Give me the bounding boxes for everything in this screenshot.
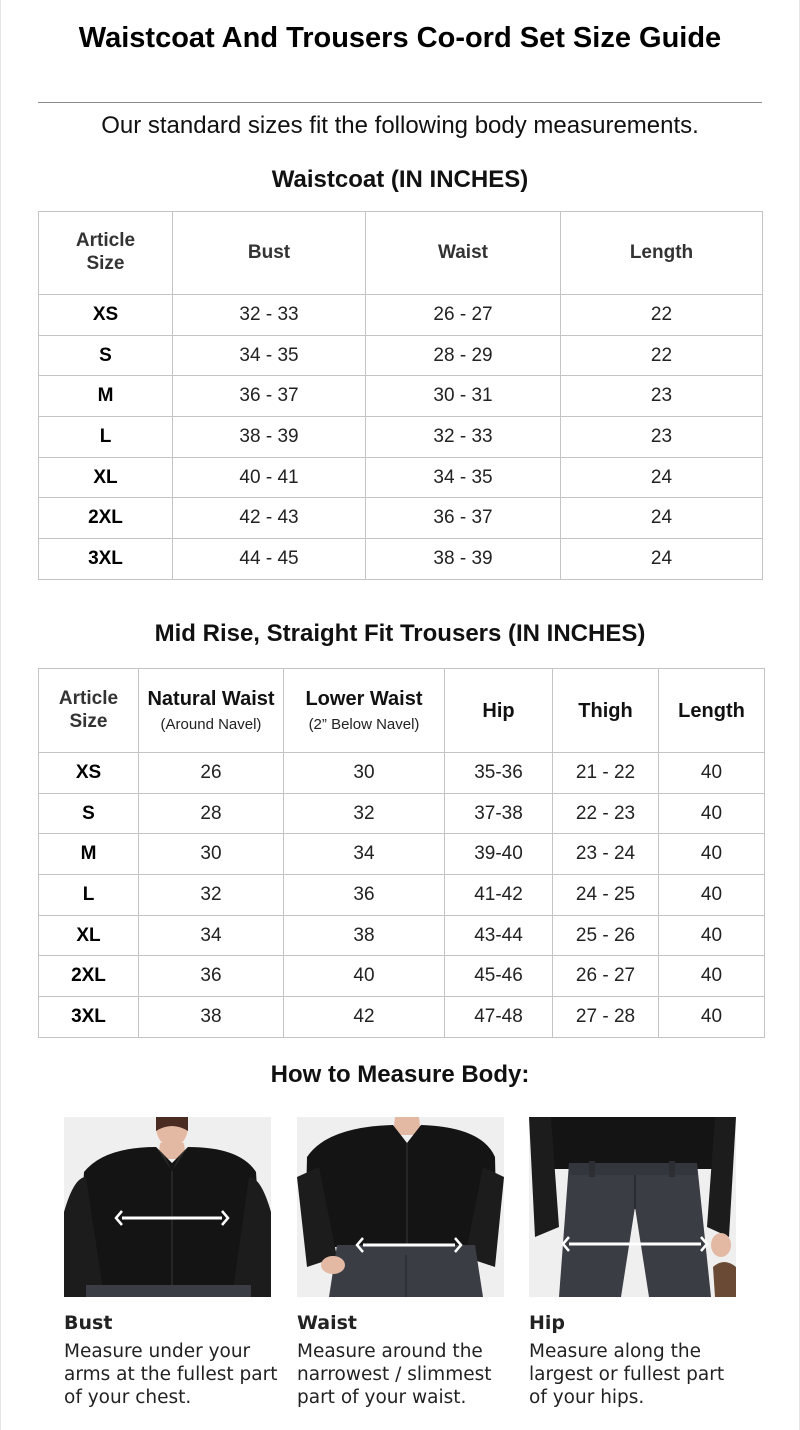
- bust-measure-photo: [64, 1117, 271, 1297]
- cell-natural-waist: 28: [139, 793, 284, 834]
- cell-lower-waist: 34: [284, 834, 445, 875]
- header-hip: Hip: [445, 669, 553, 753]
- cell-hip: 37-38: [445, 793, 553, 834]
- cell-bust: 44 - 45: [173, 539, 366, 580]
- title-divider: [38, 102, 762, 103]
- cell-waist: 36 - 37: [366, 498, 561, 539]
- table-row: [39, 539, 763, 580]
- table-row: [39, 376, 763, 417]
- cell-thigh: 25 - 26: [553, 915, 659, 956]
- cell-size: XS: [39, 753, 139, 794]
- header-bust: Bust: [173, 212, 366, 295]
- waist-measure-illustration: [297, 1117, 504, 1297]
- cell-hip: 47-48: [445, 997, 553, 1038]
- header-article-size: Article Size: [39, 212, 173, 295]
- header-thigh: Thigh: [553, 669, 659, 753]
- header-length: Length: [659, 669, 765, 753]
- cell-length: 40: [659, 875, 765, 916]
- cell-waist: 30 - 31: [366, 376, 561, 417]
- cell-length: 24: [561, 457, 763, 498]
- table-row: [39, 793, 765, 834]
- table-row: [39, 295, 763, 336]
- cell-natural-waist: 38: [139, 997, 284, 1038]
- table-row: [39, 457, 763, 498]
- cell-waist: 34 - 35: [366, 457, 561, 498]
- table-row: [39, 753, 765, 794]
- cell-hip: 39-40: [445, 834, 553, 875]
- cell-length: 23: [561, 417, 763, 458]
- cell-length: 40: [659, 834, 765, 875]
- cell-length: 22: [561, 295, 763, 336]
- table-header-row: [39, 669, 765, 753]
- cell-size: S: [39, 793, 139, 834]
- waistcoat-table-title: Waistcoat (IN INCHES): [271, 166, 529, 193]
- cell-natural-waist: 32: [139, 875, 284, 916]
- cell-size: S: [39, 335, 173, 376]
- waist-caption-title: Waist: [297, 1312, 358, 1334]
- header-natural-waist: Natural Waist (Around Navel): [139, 669, 284, 753]
- cell-hip: 45-46: [445, 956, 553, 997]
- cell-lower-waist: 36: [284, 875, 445, 916]
- cell-bust: 32 - 33: [173, 295, 366, 336]
- cell-thigh: 26 - 27: [553, 956, 659, 997]
- cell-lower-waist: 32: [284, 793, 445, 834]
- cell-waist: 32 - 33: [366, 417, 561, 458]
- cell-natural-waist: 30: [139, 834, 284, 875]
- cell-waist: 26 - 27: [366, 295, 561, 336]
- trousers-table-title: Mid Rise, Straight Fit Trousers (IN INCHES): [154, 620, 646, 647]
- cell-hip: 43-44: [445, 915, 553, 956]
- cell-natural-waist: 36: [139, 956, 284, 997]
- cell-size: 3XL: [39, 997, 139, 1038]
- cell-hip: 35-36: [445, 753, 553, 794]
- header-length: Length: [561, 212, 763, 295]
- cell-thigh: 27 - 28: [553, 997, 659, 1038]
- cell-length: 40: [659, 753, 765, 794]
- cell-size: XL: [39, 457, 173, 498]
- cell-bust: 34 - 35: [173, 335, 366, 376]
- table-row: [39, 417, 763, 458]
- table-row: [39, 915, 765, 956]
- hip-caption-text: Measure along the largest or fullest part of your hips.: [529, 1341, 725, 1408]
- cell-size: XS: [39, 295, 173, 336]
- header-waist: Waist: [366, 212, 561, 295]
- cell-size: M: [39, 376, 173, 417]
- cell-natural-waist: 34: [139, 915, 284, 956]
- how-to-measure-title: How to Measure Body:: [270, 1061, 530, 1088]
- bust-measure-illustration: [64, 1117, 271, 1297]
- table-row: [39, 498, 763, 539]
- cell-thigh: 23 - 24: [553, 834, 659, 875]
- waist-caption-text: Measure around the narrowest / slimmest part of your waist.: [297, 1341, 492, 1408]
- table-header-row: [39, 212, 763, 295]
- cell-size: L: [39, 875, 139, 916]
- cell-size: XL: [39, 915, 139, 956]
- cell-bust: 42 - 43: [173, 498, 366, 539]
- trousers-size-table: [38, 668, 765, 1038]
- cell-size: 2XL: [39, 956, 139, 997]
- cell-hip: 41-42: [445, 875, 553, 916]
- cell-waist: 38 - 39: [366, 539, 561, 580]
- cell-natural-waist: 26: [139, 753, 284, 794]
- page-title: Waistcoat And Trousers Co-ord Set Size Guide: [78, 22, 722, 54]
- cell-waist: 28 - 29: [366, 335, 561, 376]
- cell-thigh: 24 - 25: [553, 875, 659, 916]
- cell-lower-waist: 40: [284, 956, 445, 997]
- cell-lower-waist: 30: [284, 753, 445, 794]
- cell-bust: 38 - 39: [173, 417, 366, 458]
- header-article-size: Article Size: [39, 669, 139, 753]
- cell-length: 24: [561, 498, 763, 539]
- cell-length: 23: [561, 376, 763, 417]
- cell-length: 40: [659, 997, 765, 1038]
- cell-thigh: 21 - 22: [553, 753, 659, 794]
- cell-size: M: [39, 834, 139, 875]
- cell-length: 40: [659, 793, 765, 834]
- hip-caption-title: Hip: [529, 1312, 566, 1334]
- waistcoat-size-table: [38, 211, 763, 580]
- table-row: [39, 875, 765, 916]
- intro-text: Our standard sizes fit the following body measurements.: [101, 112, 699, 139]
- cell-lower-waist: 38: [284, 915, 445, 956]
- hip-measure-illustration: [529, 1117, 736, 1297]
- table-row: [39, 997, 765, 1038]
- cell-size: L: [39, 417, 173, 458]
- table-row: [39, 956, 765, 997]
- cell-size: 2XL: [39, 498, 173, 539]
- waist-measure-photo: [297, 1117, 504, 1297]
- cell-size: 3XL: [39, 539, 173, 580]
- table-row: [39, 335, 763, 376]
- header-lower-waist: Lower Waist (2” Below Navel): [284, 669, 445, 753]
- bust-caption-text: Measure under your arms at the fullest part of your chest.: [64, 1341, 278, 1408]
- cell-lower-waist: 42: [284, 997, 445, 1038]
- cell-bust: 40 - 41: [173, 457, 366, 498]
- cell-length: 22: [561, 335, 763, 376]
- hip-measure-photo: [529, 1117, 736, 1297]
- cell-length: 40: [659, 956, 765, 997]
- cell-thigh: 22 - 23: [553, 793, 659, 834]
- cell-length: 24: [561, 539, 763, 580]
- table-row: [39, 834, 765, 875]
- cell-length: 40: [659, 915, 765, 956]
- cell-bust: 36 - 37: [173, 376, 366, 417]
- bust-caption-title: Bust: [64, 1312, 113, 1334]
